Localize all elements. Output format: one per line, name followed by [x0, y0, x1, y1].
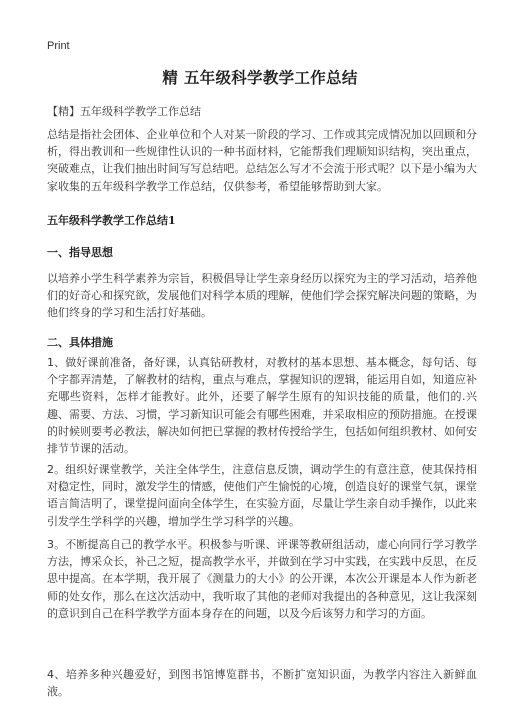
section-title: 五年级科学教学工作总结1: [47, 214, 176, 227]
paragraph-measure-4: 4、培养多种兴趣爱好，到图书馆博览群书，不断扩宽知识面，为教学内容注入新鲜血液。: [47, 668, 477, 699]
heading-specific-measures: 二、具体措施: [47, 336, 113, 349]
paragraph-measure-3: 3。不断提高自己的教学水平。积极参与听课、评课等教研组活动，虚心向同行学习教学方法，博采众长，补己之短，提高教学水平，并做到在学习中实践，在实践中反思，在反思中提高。在本学期，我开展了《测量力的大小》的公开课，本次公开课是本人作为新老师的处女作，那么在这次活动中，我听取了其他的老师对我提出的各种意见，这让我深刻的意识到自己在科学教学方面本身存在的问题，以及今后该努力和学习的方面。: [47, 538, 477, 620]
paragraph-measure-2: 2。组织好课堂教学，关注全体学生，注意信息反馈，调动学生的有意注意，使其保持相对稳定性，同时，激发学生的情感，使他们产生愉悦的心境，创造良好的课堂气氛，课堂语言简洁明了，课堂提问面向全体学生，在实验方面，尽量让学生亲自动手操作，以此来引发学生学科学的兴趣，增加学生学习科学的兴趣。: [47, 463, 477, 528]
intro-paragraph: 总结是指社会团体、企业单位和个人对某一阶段的学习、工作或其完成情况加以回顾和分析，得出教训和一些规律性认识的一种书面材料，它能帮我们理顺知识结构，突出重点，突破难点，让我们抽出时间写写总结吧。总结怎么写才不会流于形式呢？以下是小编为大家收集的五年级科学教学工作总结，仅供参考，希望能够帮助到大家。: [47, 128, 477, 193]
page-title: 精 五年级科学教学工作总结: [162, 69, 358, 87]
heading-guiding-ideology: 一、指导思想: [47, 246, 113, 259]
paragraph-guiding-ideology: 以培养小学生科学素养为宗旨，积极倡导让学生亲身经历以探究为主的学习活动，培养他们的好奇心和探究欲，发展他们对科学本质的理解，使他们学会探究解决问题的策略，为他们终身的学习和生活打好基础。: [47, 272, 477, 320]
document-subtitle: 【精】五年级科学教学工作总结: [47, 105, 201, 118]
print-label: Print: [47, 40, 70, 52]
paragraph-measure-1: 1、做好课前准备，备好课，认真钻研教材，对教材的基本思想、基本概念，每句话、每个字都弄清楚，了解教材的结构，重点与难点，掌握知识的逻辑，能运用自如，知道应补充哪些资料，怎样才能教好。此外，还要了解学生原有的知识技能的质量，他们的.兴趣、需要、方法、习惯，学习新知识可能会有哪些困难，并采取相应的预防措施。在授课的时候则要考必教法，解决如何把已掌握的教材传授给学生，包括如何组织教材、如何安排节节课的活动。: [47, 356, 477, 456]
